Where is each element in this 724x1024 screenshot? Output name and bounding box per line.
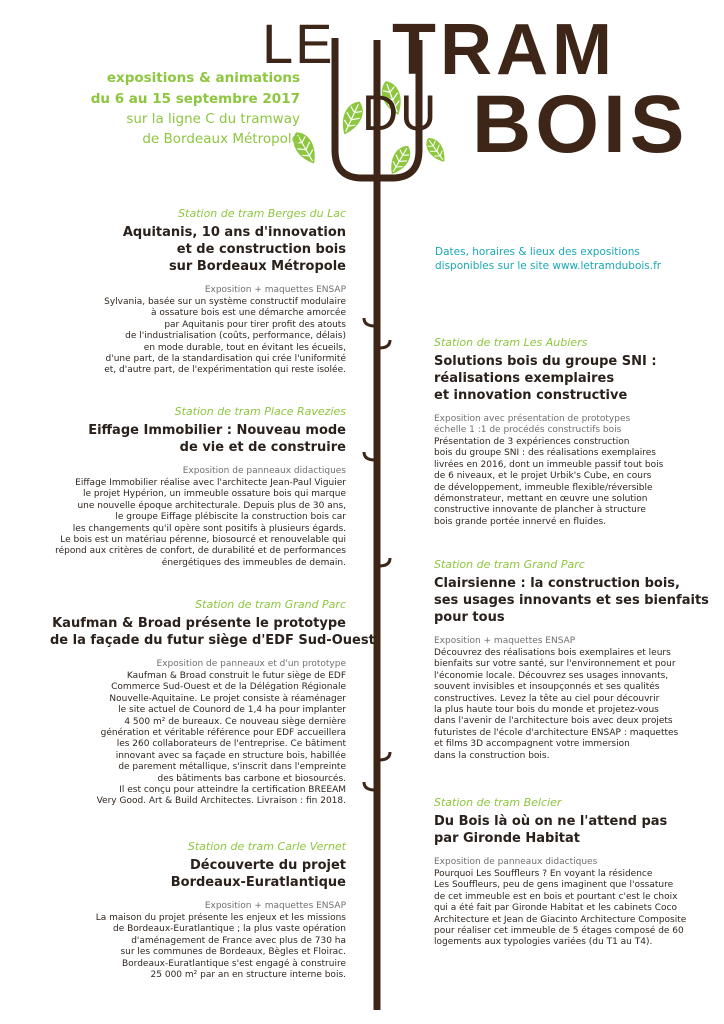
block-heading — [50, 615, 375, 649]
body-line: de l'industrialisation (coûts, performance, délais) — [125, 331, 346, 342]
heading-line: de la façade du futur siège d'EDF Sud-Ouest — [50, 633, 375, 648]
body-line: logements aux typologies variées (du T1 au T4). — [434, 937, 653, 948]
body-line: Kaufman & Broad construit le futur siège de EDF — [126, 671, 346, 681]
body-line: innovant avec sa façade en structure bois, habillée — [115, 750, 346, 761]
heading-line: par Gironde Habitat — [434, 831, 581, 846]
body-line: Very Good. Art & Build Architectes. Livraison : fin 2018. — [96, 796, 346, 807]
body-line: le projet Hypérion, un immeuble ossature bois qui marque — [82, 489, 346, 500]
body-line: le site actuel de Counord de 1,4 ha pour implanter — [118, 705, 346, 716]
dates-info — [435, 245, 695, 273]
body-line: Commerce Sud-Ouest et de la Délégation Régionale — [111, 682, 346, 693]
heading-line: Solutions bois du groupe SNI : — [434, 354, 657, 369]
heading-line: Bordeaux-Euratlantique — [170, 875, 346, 890]
block-body — [434, 869, 698, 949]
block-body — [50, 913, 346, 981]
body-line: souvent invisibles et insoupçonnés et ses qualités — [434, 682, 660, 693]
title-le: LE — [262, 12, 335, 75]
block-body — [50, 671, 346, 808]
title-bois: BOIS — [472, 79, 689, 170]
heading-line: Du Bois là où on ne l'attend pas — [434, 814, 668, 829]
body-line: l'économie locale. Découvrez ses usages innovants, — [434, 670, 669, 681]
body-line: 25 000 m² par an en structure interne bois. — [150, 970, 346, 981]
branch-stub — [364, 318, 375, 326]
exhibition-type — [434, 636, 698, 647]
body-line: de Bordeaux-Euratlantique ; la plus vaste opération — [113, 924, 346, 935]
body-line: et, d'autre part, de l'expérimentation qui reste isolée. — [104, 365, 346, 376]
body-line: les 260 collaborateurs de l'entreprise. Ce bâtiment — [116, 739, 346, 750]
type-line: Exposition + maquettes ENSAP — [204, 285, 346, 295]
branch-stub — [379, 340, 390, 348]
block-body — [50, 297, 346, 377]
body-line: une nouvelle époque architecturale. Depuis plus de 30 ans, — [77, 500, 346, 511]
body-line: d'une part, de la standardisation qui crée l'uniformité — [105, 354, 346, 365]
branch-stub — [379, 558, 390, 566]
body-line: Il est conçu pour atteindre la certification BREEAM — [119, 785, 346, 796]
block-body — [50, 478, 346, 569]
heading-line: sur Bordeaux Métropole — [168, 259, 346, 274]
station-name: Station de tram Belcier — [434, 796, 562, 809]
title-du: DU — [362, 85, 439, 141]
type-line: Exposition de panneaux et d'un prototype — [156, 659, 346, 669]
heading-line: réalisations exemplaires — [434, 371, 615, 386]
type-line: Exposition de panneaux didactiques — [434, 857, 598, 867]
body-line: de parement métallique, s'inscrit dans l'empreinte — [118, 762, 346, 773]
heading-line: Aquitanis, 10 ans d'innovation — [122, 225, 346, 240]
heading-line: Eiffage Immobilier : Nouveau mode — [88, 423, 346, 438]
heading-line: et innovation constructive — [434, 388, 628, 403]
station-block-grand-parc-left — [50, 598, 375, 808]
body-line: qui a été fait par Gironde Habitat et les cabinets Coco — [434, 903, 677, 914]
branch-stub — [364, 452, 375, 460]
body-line: pour réaliser cet immeuble de 5 étages composé de 60 — [434, 926, 684, 937]
block-heading — [434, 353, 698, 404]
body-line: dans la construction bois. — [434, 750, 550, 761]
block-body — [434, 437, 698, 528]
body-line: bois grande portée innervé en fluides. — [434, 516, 607, 527]
heading-line: Clairsienne : la construction bois, — [434, 576, 680, 591]
body-line: la plus haute tour bois du monde et projetez-vous — [434, 705, 659, 716]
heading-line: Kaufman & Broad présente le prototype — [52, 616, 346, 631]
branch-stub — [379, 752, 390, 760]
heading-line: de vie et de construire — [179, 440, 346, 455]
body-line: énergétiques des immeubles de demain. — [161, 557, 346, 568]
event-line-1: expositions & animations — [106, 70, 300, 86]
station-block-berges-du-lac — [50, 207, 346, 377]
website-link[interactable]: disponibles sur le site www.letramdubois.fr — [435, 260, 662, 272]
block-heading — [434, 813, 698, 847]
exhibition-type — [50, 285, 346, 296]
type-line: Exposition avec présentation de prototypes — [434, 414, 631, 424]
body-line: 4 500 m² de bureaux. Ce nouveau siège dernière — [124, 716, 346, 727]
body-line: Le bois est un matériau pérenne, biosourcé et renouvelable qui — [60, 535, 346, 546]
station-block-place-ravezies — [50, 405, 346, 569]
body-line: futuristes de l'école d'architecture ENSAP : maquettes — [434, 727, 679, 738]
block-heading — [50, 422, 346, 456]
body-line: démonstrateur, mettant en œuvre une solution — [434, 494, 648, 505]
body-line: Présentation de 3 expériences construction — [434, 437, 630, 447]
body-line: Pourquoi Les Souffleurs ? En voyant la résidence — [434, 869, 653, 879]
station-block-les-aubiers — [434, 336, 698, 528]
heading-line: ses usages innovants et ses bienfaits — [434, 593, 709, 608]
body-line: répond aux critères de confort, de durabilité et de performances — [55, 546, 346, 557]
body-line: bois du groupe SNI : des réalisations exemplaires — [434, 448, 656, 459]
body-line: les changements qu'il opère sont positifs à plusieurs égards. — [72, 523, 346, 534]
heading-line: pour tous — [434, 610, 505, 625]
body-line: Bordeaux-Euratlantique s'est engagé à construire — [121, 958, 346, 969]
station-name: Station de tram Les Aubiers — [434, 336, 588, 349]
body-line: d'aménagement de France avec plus de 730 ha — [131, 935, 346, 946]
body-line: génération et véritable référence pour EDF accueillera — [100, 728, 346, 739]
exhibition-type — [50, 466, 346, 477]
exhibition-type — [50, 901, 346, 912]
station-name: Station de tram Grand Parc — [434, 558, 585, 571]
type-line: Exposition de panneaux didactiques — [182, 466, 346, 476]
dates-info-line: Dates, horaires & lieux des expositions — [435, 246, 640, 258]
body-line: le groupe Eiffage plébiscite la construction bois car — [115, 512, 346, 523]
type-line: échelle 1 :1 de procédés constructifs bois — [434, 425, 622, 435]
body-line: de cet immeuble est en bois et pourtant c'est le choix — [434, 891, 678, 902]
type-line: Exposition + maquettes ENSAP — [434, 636, 576, 646]
title-tram: TRAM — [392, 10, 616, 90]
block-heading — [50, 857, 346, 891]
body-line: à ossature bois est une démarche amorcée — [151, 308, 346, 319]
body-line: constructive innovante de plancher à structure — [434, 505, 646, 516]
exhibition-type — [434, 414, 698, 436]
type-line: Exposition + maquettes ENSAP — [204, 901, 346, 911]
body-line: et films 3D accompagnent votre immersion — [434, 739, 630, 750]
body-line: Nouvelle-Aquitaine. Le projet consiste à réaménager — [109, 693, 346, 704]
body-line: Découvrez des réalisations bois exemplaires et leurs — [434, 648, 671, 658]
body-line: Sylvania, basée sur un système constructif modulaire — [104, 297, 346, 307]
body-line: en mode durable, tout en évitant les écueils, — [143, 342, 346, 353]
heading-line: Découverte du projet — [190, 858, 346, 873]
station-name: Station de tram Grand Parc — [195, 598, 346, 611]
station-name: Station de tram Place Ravezies — [174, 405, 346, 418]
body-line: par Aquitanis pour tirer profit des atouts — [164, 319, 346, 330]
station-name: Station de tram Berges du Lac — [178, 207, 346, 220]
branch-stub — [364, 782, 375, 790]
event-line-4: de Bordeaux Métropole — [142, 131, 300, 147]
block-heading — [50, 224, 346, 275]
event-line-3: sur la ligne C du tramway — [126, 111, 300, 127]
body-line: de développement, immeuble flexible/réversible — [434, 482, 653, 493]
block-heading — [434, 575, 709, 626]
body-line: Architecture et Jean de Giacinto Architecture Composite — [434, 914, 687, 925]
body-line: Les Souffleurs, peu de gens imaginent que l'ossature — [434, 880, 674, 891]
body-line: bienfaits sur votre santé, sur l'environnement et pour — [434, 659, 676, 670]
body-line: de 6 niveaux, et le projet Urbik's Cube, en cours — [434, 471, 652, 482]
exhibition-type — [434, 857, 698, 868]
body-line: sur les communes de Bordeaux, Bègles et Floirac. — [120, 947, 346, 958]
heading-line: et de construction bois — [176, 242, 346, 257]
station-block-carle-vernet — [50, 840, 346, 981]
body-line: dans l'avenir de l'architecture bois avec deux projets — [434, 716, 673, 727]
station-block-grand-parc-right — [434, 558, 709, 762]
station-name: Station de tram Carle Vernet — [187, 840, 346, 853]
body-line: constructives. Levez la tête au ciel pour découvrir — [434, 693, 660, 704]
event-line-2: du 6 au 15 septembre 2017 — [90, 91, 300, 107]
block-body — [434, 648, 698, 762]
body-line: des bâtiments bas carbone et biosourcés. — [157, 773, 346, 784]
body-line: La maison du projet présente les enjeux et les missions — [95, 913, 346, 923]
body-line: livrées en 2016, dont un immeuble passif tout bois — [434, 459, 664, 470]
body-line: Eiffage Immobilier réalise avec l'architecte Jean-Paul Viguier — [75, 478, 346, 488]
station-block-belcier — [434, 796, 698, 949]
exhibition-type — [50, 659, 346, 670]
